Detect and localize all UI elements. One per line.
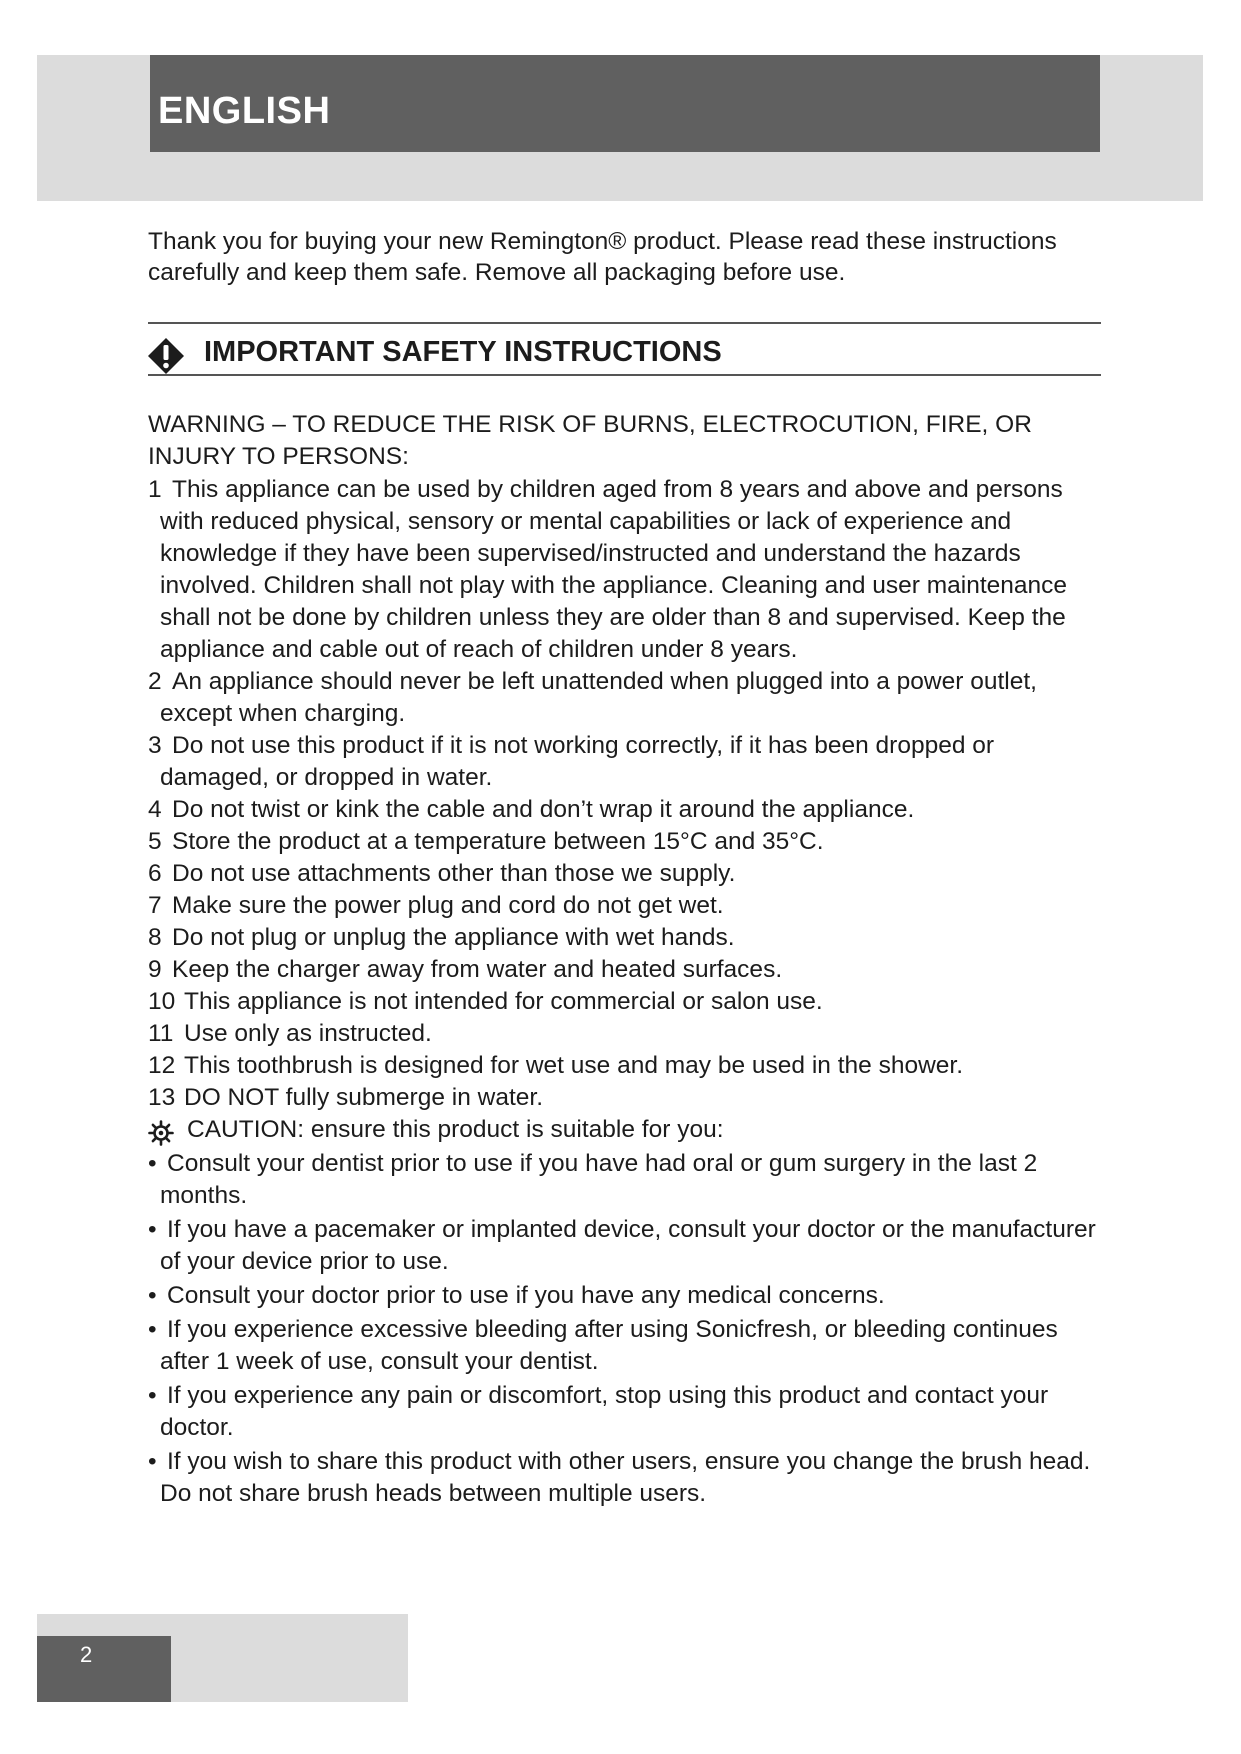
- caution-sun-icon: [148, 1120, 174, 1146]
- instruction-number: 5: [148, 828, 162, 855]
- caution-bullet-item: [148, 1446, 1108, 1510]
- instruction-text: Do not twist or kink the cable and don’t wrap it around the appliance.: [172, 796, 915, 823]
- instruction-text: This appliance can be used by children aged from 8 years and above and persons with reduced physical, sensory or mental capabilities or lack of experience and knowledge if they have been supervised/instructed and understand the hazards involved. Children shall not play with the appliance. Cleaning and user maintenance shall not be done by children unless they are older than 8 and supervised. Keep the appliance and cable out of reach of children under 8 years.: [160, 476, 1068, 663]
- instruction-number: 12: [148, 1052, 176, 1079]
- instruction-number: 10: [148, 988, 176, 1015]
- instruction-text: Do not use attachments other than those we supply.: [172, 860, 736, 887]
- instruction-text: Use only as instructed.: [184, 1020, 432, 1047]
- instruction-list: [148, 474, 1108, 1114]
- bullet-text: Consult your dentist prior to use if you have had oral or gum surgery in the last 2 months.: [160, 1150, 1038, 1209]
- page-title: ENGLISH: [158, 90, 331, 132]
- instruction-item: [148, 890, 1108, 922]
- intro-paragraph: Thank you for buying your new Remington® product. Please read these instructions carefully and keep them safe. Remove all packaging before use.: [148, 228, 1057, 286]
- caution-line: [148, 1114, 1108, 1146]
- page-number: 2: [80, 1642, 93, 1667]
- caution-bullet-item: [148, 1148, 1108, 1212]
- instruction-text: This toothbrush is designed for wet use and may be used in the shower.: [184, 1052, 964, 1079]
- instruction-number: 6: [148, 860, 162, 887]
- bullet-text: If you experience excessive bleeding after using Sonicfresh, or bleeding continues after 1 week of use, consult your dentist.: [160, 1316, 1058, 1375]
- instruction-number: 9: [148, 956, 162, 983]
- caution-bullet-item: [148, 1314, 1108, 1378]
- instruction-text: DO NOT fully submerge in water.: [184, 1084, 544, 1111]
- bullet-dot: •: [148, 1316, 157, 1343]
- instruction-number: 2: [148, 668, 162, 695]
- instruction-text: Do not plug or unplug the appliance with wet hands.: [172, 924, 735, 951]
- caution-bullet-item: [148, 1280, 1108, 1312]
- instruction-item: [148, 1018, 1108, 1050]
- bullet-dot: •: [148, 1448, 157, 1475]
- instruction-item: [148, 1082, 1108, 1114]
- section-rule-top: [148, 322, 1101, 324]
- instruction-item: [148, 794, 1108, 826]
- section-title: IMPORTANT SAFETY INSTRUCTIONS: [204, 336, 722, 368]
- warning-text: WARNING – TO REDUCE THE RISK OF BURNS, ELECTROCUTION, FIRE, OR INJURY TO PERSONS:: [148, 411, 1032, 470]
- instruction-item: [148, 666, 1108, 730]
- instruction-number: 3: [148, 732, 162, 759]
- instruction-text: Do not use this product if it is not working correctly, if it has been dropped or damaged, or dropped in water.: [160, 732, 995, 791]
- instruction-item: [148, 954, 1108, 986]
- instruction-text: Keep the charger away from water and heated surfaces.: [172, 956, 783, 983]
- caution-bullet-item: [148, 1214, 1108, 1278]
- instruction-number: 8: [148, 924, 162, 951]
- caution-bullet-item: [148, 1380, 1108, 1444]
- instruction-text: This appliance is not intended for commercial or salon use.: [184, 988, 823, 1015]
- instruction-text: Make sure the power plug and cord do not get wet.: [172, 892, 724, 919]
- bullet-dot: •: [148, 1150, 157, 1177]
- instruction-number: 1: [148, 476, 162, 503]
- instruction-item: [148, 858, 1108, 890]
- instruction-number: 13: [148, 1084, 176, 1111]
- section-rule-bottom: [148, 374, 1101, 376]
- instruction-number: 4: [148, 796, 162, 823]
- instruction-item: [148, 986, 1108, 1018]
- page-number-box: [37, 1636, 171, 1702]
- instructions-body: [148, 409, 1108, 1510]
- bullet-text: If you experience any pain or discomfort, stop using this product and contact your doctor.: [160, 1382, 1049, 1441]
- instruction-number: 7: [148, 892, 162, 919]
- warning-diamond-icon: [147, 337, 185, 375]
- bullet-dot: •: [148, 1282, 157, 1309]
- bullet-dot: •: [148, 1382, 157, 1409]
- instruction-item: [148, 922, 1108, 954]
- instruction-item: [148, 1050, 1108, 1082]
- caution-bullet-list: [148, 1148, 1108, 1510]
- instruction-item: [148, 474, 1108, 666]
- bullet-text: If you wish to share this product with other users, ensure you change the brush head. Do not share brush heads between multiple users.: [160, 1448, 1091, 1507]
- instruction-text: An appliance should never be left unattended when plugged into a power outlet, except when charging.: [160, 668, 1037, 727]
- instruction-item: [148, 730, 1108, 794]
- instruction-number: 11: [148, 1020, 174, 1047]
- bullet-dot: •: [148, 1216, 157, 1243]
- instruction-text: Store the product at a temperature between 15°C and 35°C.: [172, 828, 824, 855]
- bullet-text: If you have a pacemaker or implanted device, consult your doctor or the manufacturer of your device prior to use.: [160, 1216, 1096, 1275]
- bullet-text: Consult your doctor prior to use if you have any medical concerns.: [167, 1282, 885, 1309]
- instruction-item: [148, 826, 1108, 858]
- caution-text: CAUTION: ensure this product is suitable for you:: [187, 1116, 724, 1143]
